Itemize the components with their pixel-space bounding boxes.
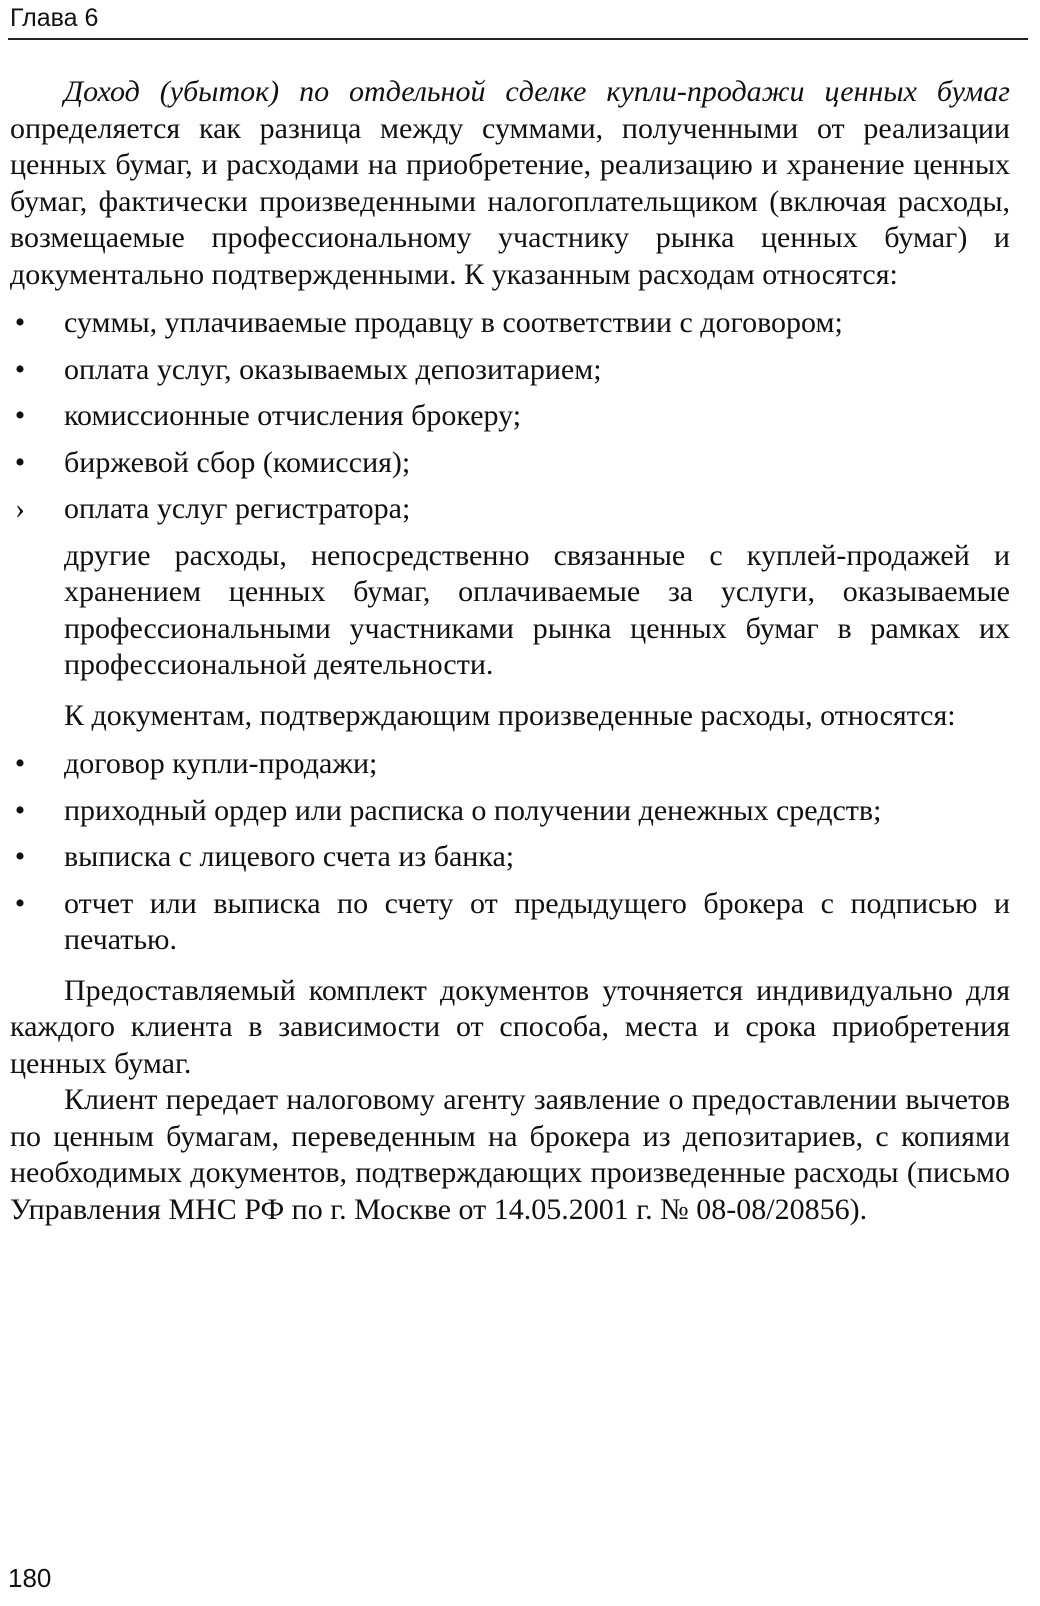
documents-list: [10, 746, 1010, 959]
list-continuation: другие расходы, непосредственно связанные с куплей-продажей и хранением ценных бумаг, оплачиваемые за услуги, оказываемые профессиональными участниками рынка ценных бумаг в рамках их профессиональной деятельности.: [64, 538, 1010, 681]
italic-term: Доход (убыток) по отдельной сделке купли-продажи ценных бумаг: [64, 75, 1010, 108]
paragraph-client-application: Клиент передает налоговому агенту заявление о предоставлении вычетов по ценным бумагам, переведенным на брокера из депозитариев, с копиями необходимых документов, подтверждающих произведенные расходы (письмо Управления МНС РФ по г. Москве от 14.05.2001 г. № 08-08/20856).: [10, 1083, 1010, 1226]
bullet-icon: •: [14, 306, 26, 339]
list-item-text: приходный ордер или расписка о получении денежных средств;: [64, 793, 882, 827]
page-body: [10, 74, 1010, 1228]
list-item-text: биржевой сбор (комиссия);: [64, 445, 411, 479]
bullet-icon: ›: [15, 492, 25, 525]
list-item: [10, 445, 1010, 482]
list-item: [10, 352, 1010, 389]
list-item-text: выписка с лицевого счета из банка;: [64, 840, 515, 873]
list-item-text: отчет или выписка по счету от предыдущего брокера с подписью и печатью.: [64, 886, 1010, 956]
bullet-icon: •: [14, 445, 26, 479]
list-item: [10, 793, 1010, 830]
list-item: [10, 886, 1010, 959]
bullet-icon: •: [14, 747, 26, 780]
bullet-icon: •: [14, 399, 26, 432]
running-head: Глава 6: [10, 4, 99, 32]
list-item: [10, 746, 1010, 783]
bullet-icon: •: [14, 886, 26, 920]
list-item: [10, 398, 1010, 435]
paragraph-documents-intro: К документам, подтверждающим произведенные расходы, относятся:: [64, 698, 956, 732]
list-item: [10, 491, 1010, 528]
list-item: [10, 839, 1010, 876]
paragraph-document-set: Предоставляемый комплект документов уточняется индивидуально для каждого клиента в зависимости от способа, места и срока приобретения ценных бумаг.: [10, 973, 1010, 1080]
bullet-icon: •: [14, 840, 26, 873]
expenses-list: [10, 305, 1010, 528]
list-item-text: оплата услуг, оказываемых депозитарием;: [64, 352, 602, 386]
list-item-text: договор купли-продажи;: [64, 747, 378, 780]
page-number: 180: [8, 1563, 52, 1593]
list-item: [10, 305, 1010, 342]
list-item-text: комиссионные отчисления брокеру;: [64, 399, 522, 432]
bullet-icon: •: [14, 793, 26, 827]
list-item-text: оплата услуг регистратора;: [64, 492, 411, 525]
paragraph-text: определяется как разница между суммами, полученными от реализации ценных бумаг, и расходами на приобретение, реализацию и хранение ценных бумаг, фактически произведенными налогоплательщиком (включая расходы, возмещаемые профессиональному участнику рынка ценных бумаг) и документально подтвержденными. К указанным расходам относятся:: [10, 111, 1010, 291]
list-item-text: суммы, уплачиваемые продавцу в соответствии с договором;: [64, 306, 843, 339]
header-rule: [8, 38, 1028, 40]
paragraph-income-definition: [10, 74, 1010, 293]
bullet-icon: •: [14, 352, 26, 386]
